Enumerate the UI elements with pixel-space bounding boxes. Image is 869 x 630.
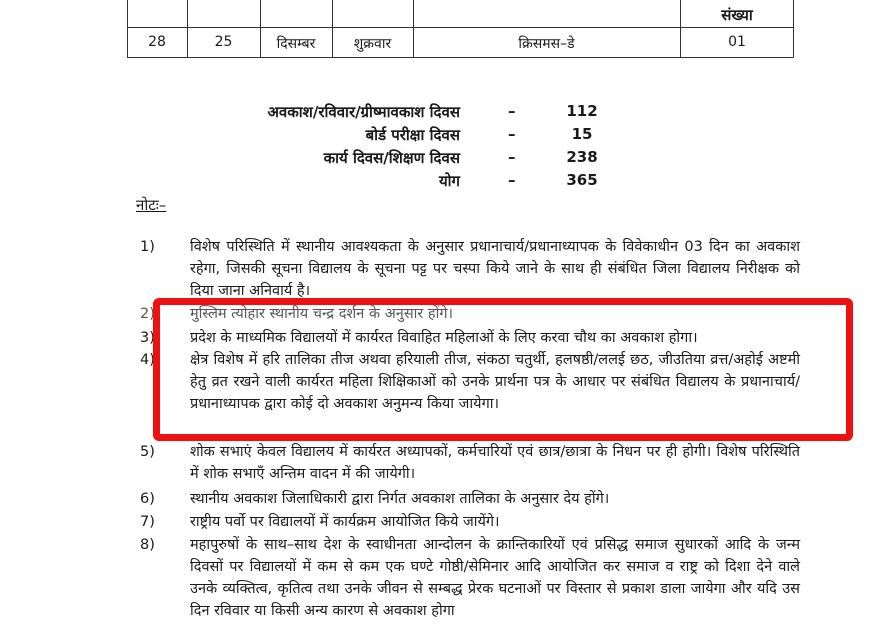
note-number: 8) (140, 537, 155, 553)
stat-row (240, 102, 610, 125)
stat-label: कार्य दिवस/शिक्षण दिवस (323, 149, 460, 167)
stat-row (240, 171, 610, 194)
table-cell-occasion: क्रिसमस–डे (518, 36, 575, 52)
note-text: शोक सभाएं केवल विद्यालय में कार्यरत अध्यापकों, कर्मचारियों एवं छात्र/छात्रा के निधन पर ही होगी। विशेष परिस्थिति में शोक सभाएँ अन्तिम वादन में की जायेगी। (190, 444, 800, 482)
table-rule (127, 57, 794, 58)
table-cell: 25 (214, 34, 233, 50)
note-text: राष्ट्रीय पर्वो पर विद्यालयों में कार्यक्रम आयोजित किये जायेंगे। (190, 514, 500, 530)
note-text: मुस्लिम त्योहार स्थानीय चन्द्र दर्शन के अनुसार होंगे। (190, 306, 454, 322)
note-number: 7) (140, 514, 155, 530)
note-number: 2) (140, 306, 155, 322)
summary-stats (240, 102, 610, 194)
note-number: 5) (140, 444, 155, 460)
note-number: 3) (140, 330, 155, 346)
stat-label: अवकाश/रविवार/ग्रीष्मावकाश दिवस (267, 103, 460, 121)
note-number: 1) (140, 239, 155, 255)
note-item (140, 488, 800, 510)
table-header-count: संख्या (721, 6, 753, 24)
stat-dash: – (508, 102, 516, 120)
note-text: विशेष परिस्थिति में स्थानीय आवश्यकता के अनुसार प्रधानाचार्य/प्रधानाध्यापक के विवेकाधीन 03 दिन का अवकाश रहेगा, जिसकी सूचना विद्यालय के सूचना पट्ट पर चस्पा किये जाने के साथ ही संबंधित जिला विद्यालय निरीक्षक को दिया जाना अनिवार्य है। (190, 239, 800, 299)
stat-label: योग (438, 172, 460, 190)
stat-label: बोर्ड परीक्षा दिवस (365, 126, 460, 144)
note-item (140, 327, 800, 349)
note-item (140, 511, 800, 533)
note-item (140, 303, 800, 325)
note-number: 6) (140, 491, 155, 507)
stat-dash: – (508, 148, 516, 166)
note-text: स्थानीय अवकाश जिलाधिकारी द्वारा निर्गत अवकाश तालिका के अनुसार देय होंगे। (190, 491, 610, 507)
table-cell: 28 (148, 34, 166, 50)
holiday-table (127, 0, 794, 58)
stat-value: 112 (566, 102, 598, 120)
stat-row (240, 125, 610, 148)
table-rule (127, 27, 794, 28)
stat-dash: – (508, 125, 516, 143)
stat-value: 15 (571, 125, 593, 143)
note-item (140, 534, 800, 622)
stat-dash: – (508, 171, 516, 189)
table-cell-month: दिसम्बर (276, 36, 316, 52)
note-text: प्रदेश के माध्यमिक विद्यालयों में कार्यरत विवाहित महिलाओं के लिए करवा चौथ का अवकाश होगा। (190, 330, 698, 346)
stat-value: 238 (566, 148, 598, 166)
note-text: महापुरुषों के साथ–साथ देश के स्वाधीनता आन्दोलन के क्रान्तिकारियों एवं प्रसिद्ध समाज सुधारकों आदि के जन्म दिवसों पर विद्यालयों में कम से कम एक घण्टे गोष्ठी/सेमिनार आदि आयोजित कर समाज व राष्ट्र को दिशा देने वाले उनके व्यक्तित्व, कृतित्व तथा उनके जीवन से सम्बद्ध प्रेरक घटनाओं पर विस्तार से प्रकाश डाला जायेगा और यदि उस दिन रविवार या किसी अन्य कारण से अवकाश होगा (190, 537, 800, 619)
table-cell-count: 01 (728, 34, 746, 50)
stat-value: 365 (566, 171, 598, 189)
notes-heading: नोटः– (136, 196, 167, 214)
stat-row (240, 148, 610, 171)
note-number: 4) (140, 352, 155, 368)
note-item (140, 441, 800, 485)
note-item (140, 236, 800, 302)
note-text: क्षेत्र विशेष में हरि तालिका तीज अथवा हरियाली तीज, संकठा चतुर्थी, हलषष्ठी/ललई छठ, जीउतिया व्रत्त/अहोई अष्टमी हेतु व्रत रखने वाली कार्यरत महिला शिक्षिकाओं को उनके प्रार्थना पत्र के आधार पर संबंधित विद्यालय के प्रधानाचार्य/प्रधानाध्यापक द्वारा कोई दो अवकाश अनुमन्य किया जायेगा। (190, 352, 800, 412)
note-item (140, 349, 800, 415)
table-cell-day: शुक्रवार (353, 36, 392, 52)
